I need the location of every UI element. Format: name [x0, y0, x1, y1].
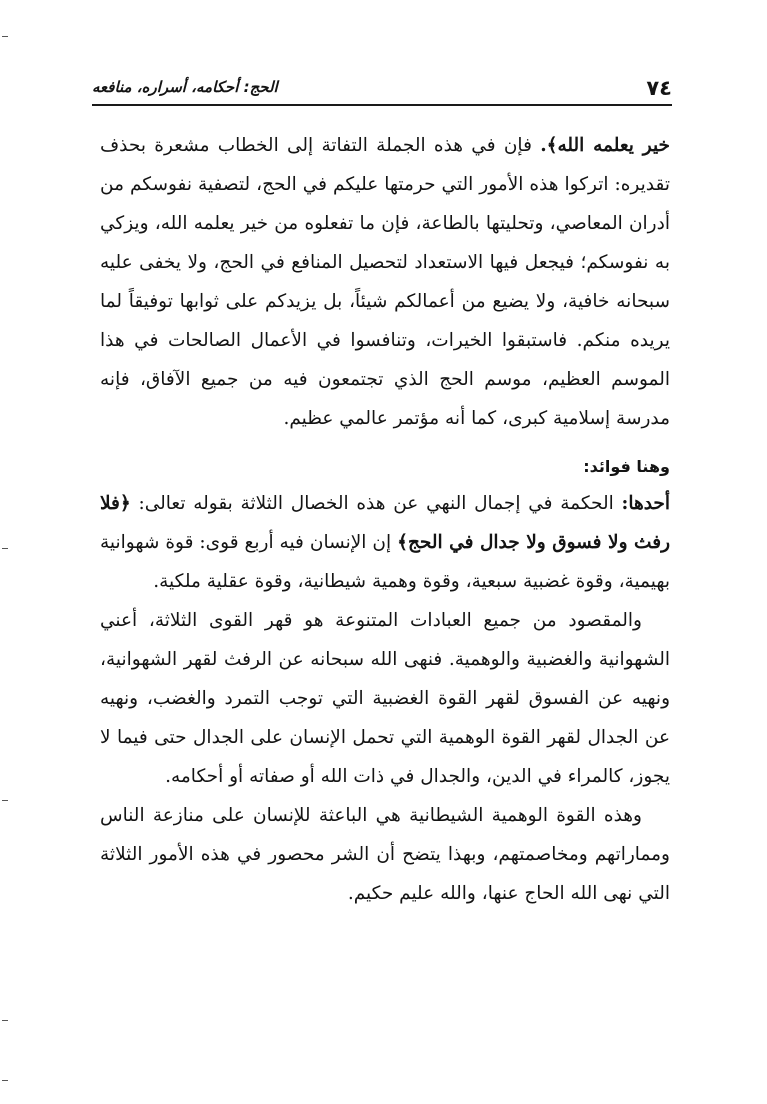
paragraph-2 — [100, 484, 670, 601]
scan-edge-mark — [2, 800, 8, 801]
header-rule — [92, 104, 672, 106]
paragraph-2-label: أحدها: — [621, 493, 670, 514]
scan-edge-mark — [2, 1020, 8, 1021]
scan-edge-mark — [2, 36, 8, 37]
scan-edge-mark — [2, 548, 8, 549]
scan-edge-mark — [2, 1080, 8, 1081]
paragraph-2-text-b: إن الإنسان فيه أربع قوى: قوة شهوانية بهيمية، وقوة غضبية سبعية، وقوة وهمية شيطانية، وقوة عقلية ملكية. — [100, 532, 670, 592]
body-text — [100, 126, 670, 913]
paragraph-4: وهذه القوة الوهمية الشيطانية هي الباعثة للإنسان على منازعة الناس ومماراتهم ومخاصمتهم، وبهذا يتضح أن الشر محصور في هذه الأمور الثلاثة التي نهى الله الحاج عنها، والله عليم حكيم. — [100, 805, 670, 904]
running-header — [92, 74, 672, 104]
paragraph-2-text-a: الحكمة في إجمال النهي عن هذه الخصال الثلاثة بقوله تعالى: — [130, 493, 622, 514]
page-number: ٧٤ — [646, 76, 672, 100]
paragraph-3: والمقصود من جميع العبادات المتنوعة هو قهر القوى الثلاثة، أعني الشهوانية والغضبية والوهمية. فنهى الله سبحانه عن الرفث لقهر الشهوانية، ونهيه عن الفسوق لقهر القوة الغضبية التي توجب التمرد والغضب، ونهيه عن الجدال لقهر القوة الوهمية التي تحمل الإنسان على الجدال حتى فيما لا يجوز، كالمراء في الدين، والجدال في ذات الله أو صفاته أو أحكامه. — [100, 610, 670, 787]
paragraph-1 — [100, 126, 670, 438]
running-title: الحج: أحكامه، أسراره، منافعه — [92, 78, 278, 96]
paragraph-1-text: فإن في هذه الجملة التفاتة إلى الخطاب مشعرة بحذف تقديره: اتركوا هذه الأمور التي حرمتها عليكم في الحج، لتصفية نفوسكم من أدران المعاصي، وتحليتها بالطاعة، فإن ما تفعلوه من خير يعلمه الله، ويزكي به نفوسكم؛ فيجعل فيها الاستعداد لتحصيل المنافع في الحج، ولا يخفى عليه سبحانه خافية، ولا يضيع من أعمالكم شيئاً، بل يزيدكم على ثوابها توفيقاً لما يريده منكم. فاستبقوا الخيرات، وتنافسوا في الأعمال الصالحات في هذا الموسم العظيم، موسم الحج الذي تجتمعون فيه من جميع الآفاق، فإنه مدرسة إسلامية كبرى، كما أنه مؤتمر عالمي عظيم. — [100, 135, 670, 429]
section-heading: وهنا فوائد: — [583, 457, 670, 476]
quran-quote: ﴿فلا رفث ولا فسوق ولا جدال في الحج﴾ — [100, 493, 671, 553]
paragraph-1-lead: خير يعلمه الله﴾. — [540, 135, 670, 156]
